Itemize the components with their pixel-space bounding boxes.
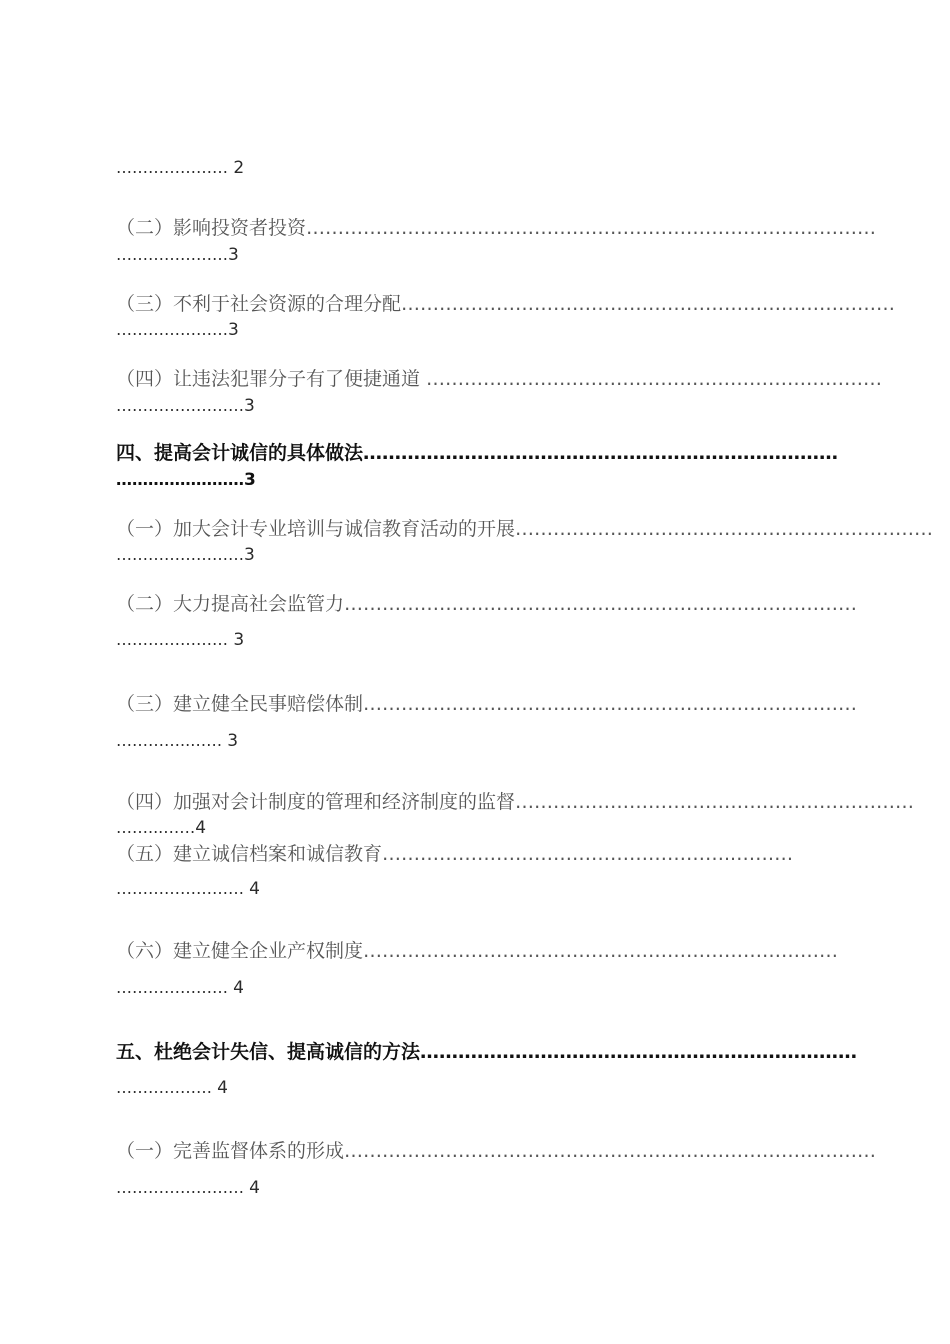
page-number: 2 xyxy=(228,158,245,178)
toc-entry-title: （二）大力提高社会监管力 xyxy=(116,593,345,615)
leader-dots: ………………………………………………………………… xyxy=(363,442,839,464)
toc-entry-title: （一）加大会计专业培训与诚信教育活动的开展 xyxy=(116,518,516,540)
toc-entry[interactable] xyxy=(116,216,877,240)
toc-entry[interactable] xyxy=(116,790,915,814)
leader-dots: …………………… xyxy=(116,545,244,564)
page-number: 4 xyxy=(195,818,207,838)
leader-dots: …………………… xyxy=(116,879,250,898)
toc-entry-continuation xyxy=(116,543,860,567)
page-number: 3 xyxy=(244,396,255,416)
leader-dots: ……………… xyxy=(116,1078,218,1097)
toc-entry[interactable] xyxy=(116,517,934,541)
toc-entry-continuation xyxy=(116,729,860,753)
leader-dots: …………………………………………………………………… xyxy=(363,693,858,715)
toc-entry-title: （六）建立健全企业产权制度 xyxy=(116,940,364,962)
toc-entry-title: 四、提高会计诚信的具体做法 xyxy=(116,442,364,464)
page-number: 4 xyxy=(249,879,260,899)
toc-entry-title: （二）影响投资者投资 xyxy=(116,217,307,239)
toc-entry-title: （三）建立健全民事赔偿体制 xyxy=(116,693,364,715)
page-number: 3 xyxy=(227,731,239,751)
page-number: 3 xyxy=(244,545,255,565)
leader-dots: ………………………………………………………………………… xyxy=(344,1140,877,1162)
toc-entry-continuation xyxy=(116,1076,860,1100)
page-number: 4 xyxy=(233,978,244,998)
toc-section-heading[interactable] xyxy=(116,1040,860,1064)
toc-entry-continuation xyxy=(116,468,860,492)
leader-dots: ……………………………………………………………… xyxy=(426,368,883,390)
leader-dots: ………………… xyxy=(116,978,234,997)
toc-entry[interactable] xyxy=(116,592,860,616)
toc-entry-continuation xyxy=(116,628,860,652)
leader-dots: ………………… xyxy=(116,630,228,649)
toc-entry[interactable] xyxy=(116,939,860,963)
leader-dots: …………………………………………………………………… xyxy=(401,293,896,315)
leader-dots: …………………… xyxy=(116,470,244,489)
page-number: 3 xyxy=(228,245,239,265)
leader-dots: ……………………………………………………………………………… xyxy=(306,217,877,239)
leader-dots: …………..…… xyxy=(116,731,228,750)
toc-entry-continuation xyxy=(116,816,860,840)
toc-entry-title: （四）让违法犯罪分子有了便捷通道 xyxy=(116,368,427,390)
leader-dots: ………………… xyxy=(116,158,228,177)
toc-entry-continuation xyxy=(116,877,860,901)
leader-dots: ………………… xyxy=(116,245,228,264)
page-number: 3 xyxy=(244,470,256,490)
leader-dots: …………………… xyxy=(116,396,244,415)
leader-dots: ……………………………………………………………………… xyxy=(344,593,858,615)
leader-dots: …………………… xyxy=(116,1178,250,1197)
page-number: 4 xyxy=(249,1178,260,1198)
leader-dots: ………………… xyxy=(116,320,228,339)
toc-entry-continuation xyxy=(116,976,860,1000)
leader-dots: ………………………………………………………………… xyxy=(363,940,839,962)
page-number: 3 xyxy=(228,630,245,650)
toc-section-heading[interactable] xyxy=(116,441,860,465)
toc-entry[interactable] xyxy=(116,1139,877,1163)
toc-entry[interactable] xyxy=(116,842,860,866)
toc-entry-title: （五）建立诚信档案和诚信教育 xyxy=(116,843,383,865)
leader-dots: …………………………………………………………… xyxy=(420,1041,858,1063)
toc-entry-title: 五、杜绝会计失信、提高诚信的方法 xyxy=(116,1041,421,1063)
toc-entry-title: （四）加强对会计制度的管理和经济制度的监督 xyxy=(116,791,516,813)
leader-dots: ……...…… xyxy=(116,818,196,837)
page-number: 4 xyxy=(217,1078,228,1098)
page-number: 3 xyxy=(228,320,239,340)
leader-dots: ………………………………………………..……… xyxy=(382,843,794,865)
toc-entry-continuation xyxy=(116,1176,860,1200)
leader-dots: ………………………………………………………… xyxy=(515,518,934,540)
toc-entry-title: （一）完善监督体系的形成 xyxy=(116,1140,345,1162)
toc-entry[interactable] xyxy=(116,292,896,316)
leader-dots: ……………………………………………………… xyxy=(515,791,915,813)
toc-entry-title: （三）不利于社会资源的合理分配 xyxy=(116,293,402,315)
toc-entry-continuation xyxy=(116,394,860,418)
toc-entry[interactable] xyxy=(116,692,860,716)
toc-entry-continuation xyxy=(116,243,860,267)
toc-entry-continuation xyxy=(116,318,860,342)
toc-entry-continuation xyxy=(116,156,860,180)
toc-entry[interactable] xyxy=(116,367,883,391)
